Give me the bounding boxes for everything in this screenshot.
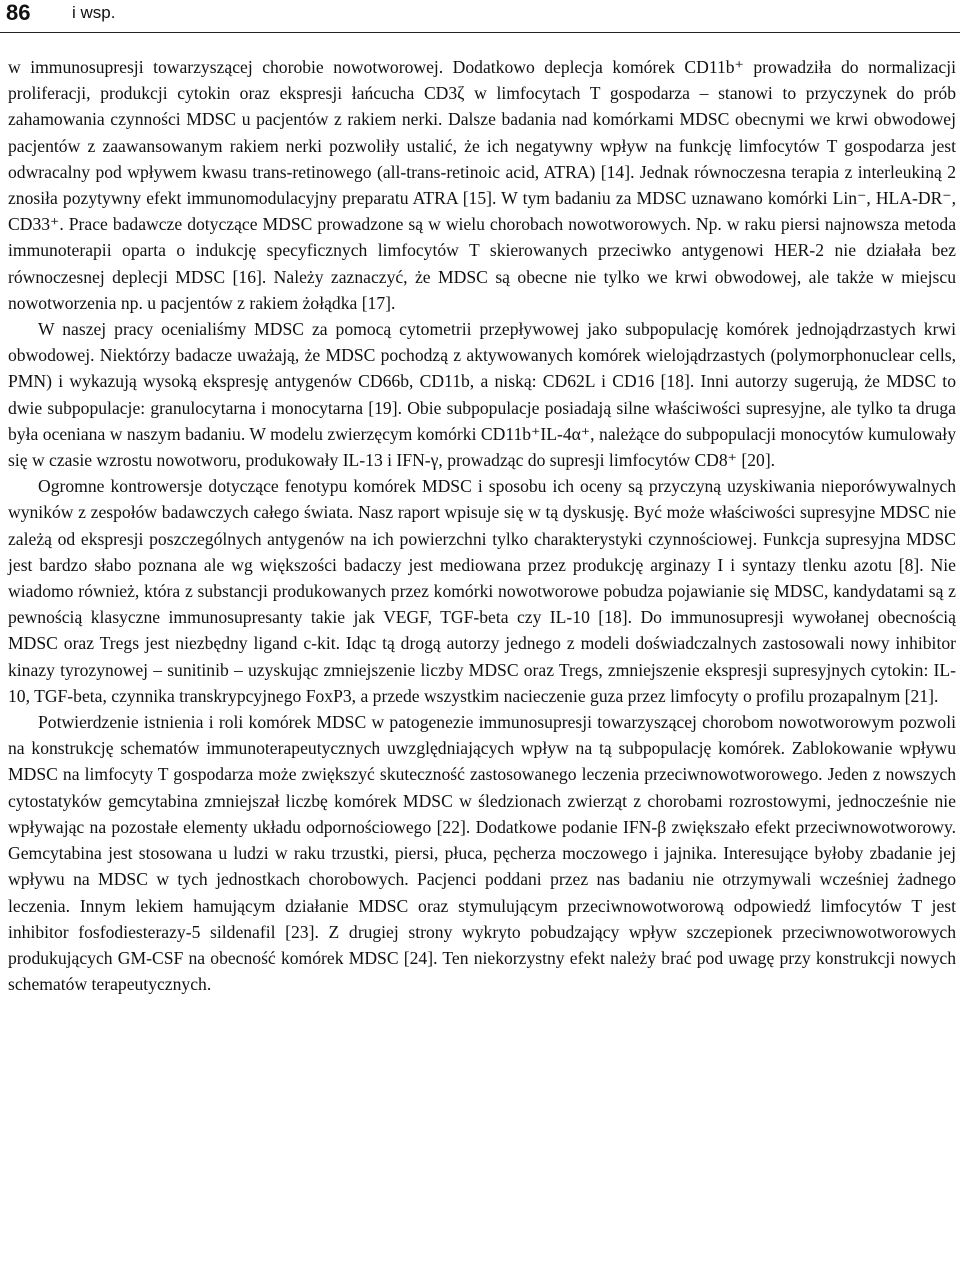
running-head: i wsp. (72, 3, 116, 22)
paragraph: Ogromne kontrowersje dotyczące fenotypu komórek MDSC i sposobu ich oceny są przyczyną uzyskiwania nieporówywalnych wyników z zespołów badawczych całego świata. Nasz raport wpisuje się w tą dyskusję. Być może właściwości supresyjne MDSC nie zależą od ekspresji poszczególnych antygenów na ich powierzchni tylko charakterystyki czynnościowej. Funkcja supresyjna MDSC jest bardzo słabo poznana ale wg większości badaczy jest mediowana przez produkcję arginazy I i syntazy tlenku azotu [8]. Nie wiadomo również, która z substancji produkowanych przez komórki nowotworowe pobudza pojawianie się MDSC, kandydatami są z pewnością klasyczne immunosupresanty takie jak VEGF, TGF-beta czy IL-10 [18]. Do immunosupresji wywołanej obecnością MDSC oraz Tregs jest niezbędny ligand c-kit. Idąc tą drogą autorzy jednego z modeli doświadczalnych zastosowali nowy inhibitor kinazy tyrozynowej – sunitinib – uzyskując zmniejszenie liczby MDSC oraz Tregs, zmniejszenie ekspresji supresyjnych cytokin: IL-10, TGF-beta, czynnika transkrypcyjnego FoxP3, a przede wszystkim nacieczenie guza przez limfocyty o profilu prozapalnym [21]. (8, 476, 956, 706)
page-header (0, 0, 960, 33)
page-number: 86 (6, 0, 31, 25)
article-body (8, 54, 956, 997)
paragraph: W naszej pracy ocenialiśmy MDSC za pomocą cytometrii przepływowej jako subpopulację komórek jednojądrzastych krwi obwodowej. Niektórzy badacze uważają, że MDSC pochodzą z aktywowanych komórek wielojądrzastych (polymorphonuclear cells, PMN) i wykazują wysoką ekspresję antygenów CD66b, CD11b, a niską: CD62L i CD16 [18]. Inni autorzy sugerują, że MDSC to dwie subpopulacje: granulocytarna i monocytarna [19]. Obie subpopulacje posiadają silne właściwości supresyjne, ale tylko ta druga była oceniana w naszym badaniu. W modelu zwierzęcym komórki CD11b⁺IL-4α⁺, należące do subpopulacji monocytów kumulowały się w czasie wzrostu nowotworu, produkowały IL-13 i IFN-γ, prowadząc do supresji limfocytów CD8⁺ [20]. (8, 319, 956, 471)
paragraph: Potwierdzenie istnienia i roli komórek MDSC w patogenezie immunosupresji towarzyszącej chorobom nowotworowym pozwoli na konstrukcję schematów immunoterapeutycznych uwzględniających wpływ na tą subpopulację komórek. Zablokowanie wpływu MDSC na limfocyty T gospodarza może zwiększyć skuteczność zastosowanego leczenia przeciwnowotworowego. Jeden z nowszych cytostatyków gemcytabina zmniejszał liczbę komórek MDSC w śledzionach zwierząt z chorobami rozrostowymi, jednocześnie nie wpływając na pozostałe elementy układu odpornościowego [22]. Dodatkowe podanie IFN-β zwiększało efekt przeciwnowotworowy. Gemcytabina jest stosowana u ludzi w raku trzustki, piersi, płuca, pęcherza moczowego i jajnika. Interesujące byłoby zbadanie jej wpływu na MDSC w tych jednostkach chorobowych. Pacjenci poddani przez nas badaniu nie otrzymywali wcześniej żadnego leczenia. Innym lekiem hamującym działanie MDSC oraz stymulującym przeciwnowotworową odpowiedź limfocytów T jest inhibitor fosfodiesterazy-5 sildenafil [23]. Z drugiej strony wykryto pobudzający wpływ szczepionek przeciwnowotworowych produkujących GM-CSF na obecność komórek MDSC [24]. Ten niekorzystny efekt należy brać pod uwagę przy konstrukcji nowych schematów terapeutycznych. (8, 712, 956, 995)
paragraph-continuation: w immunosupresji towarzyszącej chorobie nowotworowej. Dodatkowo deplecja komórek CD11b⁺ prowadziła do normalizacji proliferacji, produkcji cytokin oraz ekspresji łańcucha CD3ζ w limfocytach T gospodarza – stanowi to przyczynek do prób zahamowania czynności MDSC u pacjentów z rakiem nerki. Dalsze badania nad komórkami MDSC obecnymi we krwi obwodowej pacjentów z zaawansowanym rakiem nerki pozwoliły ustalić, że ich negatywny wpływ na funkcję limfocytów T gospodarza jest odwracalny pod wpływem kwasu trans-retinowego (all-trans-retinoic acid, ATRA) [14]. Jednak równoczesna terapia z interleukiną 2 znosiła pozytywny efekt immunomodulacyjny preparatu ATRA [15]. W tym badaniu za MDSC uznawano komórki Lin⁻, HLA-DR⁻, CD33⁺. Prace badawcze dotyczące MDSC prowadzone są w wielu chorobach nowotworowych. Np. w raku piersi najnowsza metoda immunoterapii oparta o indukcję specyficznych limfocytów T skierowanych przeciwko antygenowi HER-2 nie działała bez równoczesnej deplecji MDSC [16]. Należy zaznaczyć, że MDSC są obecne nie tylko we krwi obwodowej, ale także w miejscu nowotworzenia np. u pacjentów z rakiem żołądka [17]. (8, 57, 956, 313)
